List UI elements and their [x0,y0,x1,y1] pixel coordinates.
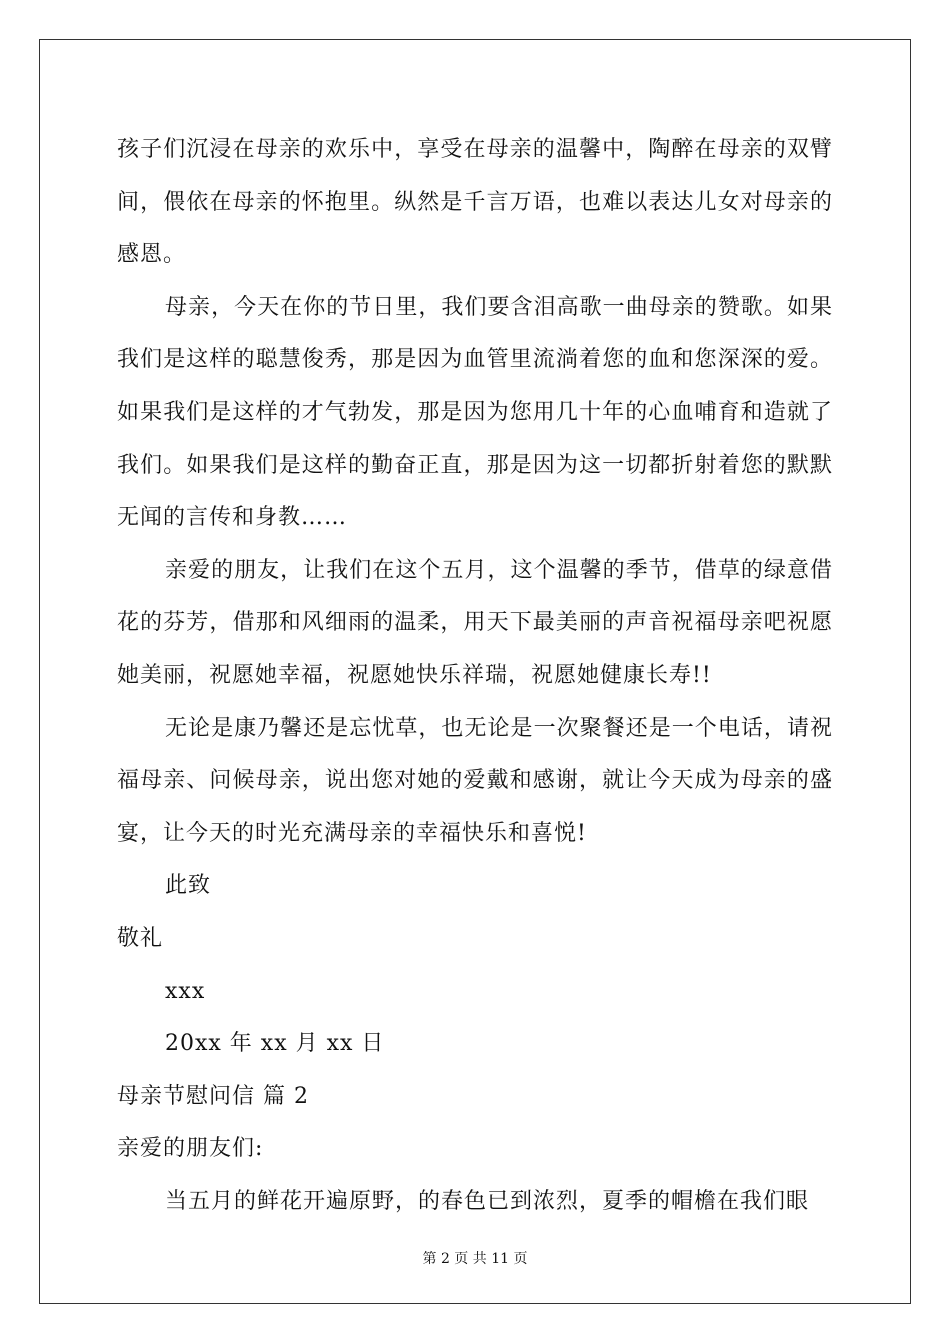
paragraph-3: 亲爱的朋友，让我们在这个五月，这个温馨的季节，借草的绿意借花的芬芳，借那和风细雨的温柔，用天下最美丽的声音祝福母亲吧祝愿她美丽，祝愿她幸福，祝愿她快乐祥瑞，祝愿她健康长寿!! [117,557,833,688]
signature: xxx [165,978,206,1004]
closing-salutation: 此致 [165,873,212,899]
paragraph-2: 母亲，今天在你的节日里，我们要含泪高歌一曲母亲的赞歌。如果我们是这样的聪慧俊秀，那是因为血管里流淌着您的血和您深深的爱。如果我们是这样的才气勃发，那是因为您用几十年的心血哺育和造就了我们。如果我们是这样的勤奋正直，那是因为这一切都折射着您的默默无闻的言传和身教…… [117,294,833,531]
page-number-footer: 第 2 页 共 11 页 [422,1251,528,1267]
section-heading: 母亲节慰问信 篇 2 [117,1083,309,1109]
letter-date: 20xx 年 xx 月 xx 日 [165,1031,385,1057]
paragraph-4: 无论是康乃馨还是忘忧草，也无论是一次聚餐还是一个电话，请祝福母亲、问候母亲，说出您对她的爱戴和感谢，就让今天成为母亲的盛宴，让今天的时光充满母亲的幸福快乐和喜悦! [117,715,833,846]
section-first-line: 当五月的鲜花开遍原野，的春色已到浓烈，夏季的帽檐在我们眼 [165,1188,810,1214]
document-body [117,124,833,1228]
closing-regards: 敬礼 [117,925,164,951]
paragraph-1: 孩子们沉浸在母亲的欢乐中，享受在母亲的温馨中，陶醉在母亲的双臂间，偎依在母亲的怀抱里。纵然是千言万语，也难以表达儿女对母亲的感恩。 [117,137,833,268]
section-greeting: 亲爱的朋友们: [117,1136,264,1162]
